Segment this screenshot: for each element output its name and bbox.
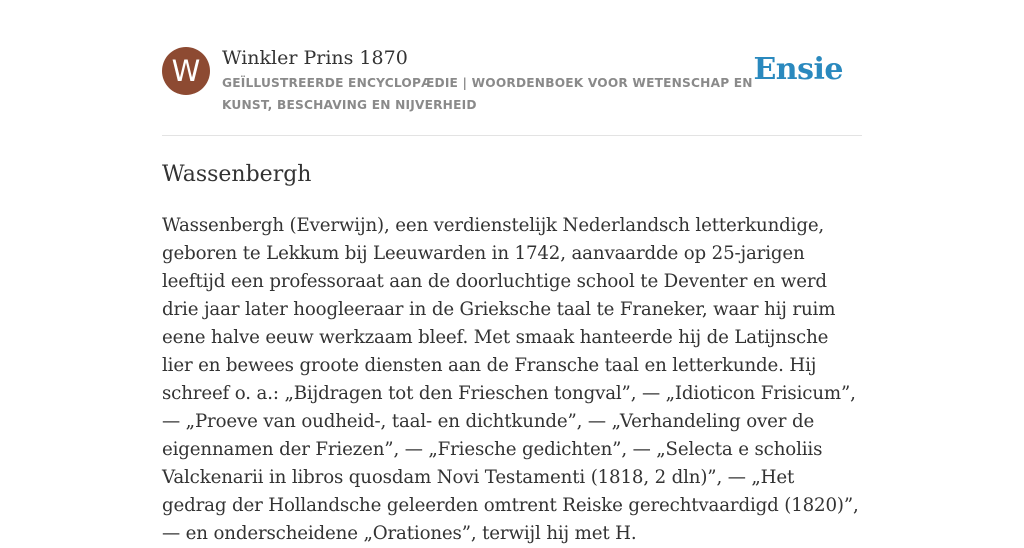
source-header <box>162 46 862 116</box>
source-avatar[interactable]: W <box>162 47 210 95</box>
brand-logo[interactable]: Ensie <box>753 52 843 87</box>
entry-body: Wassenbergh (Everwijn), een verdienstelijk Nederlandsch letterkundige, geboren te Lekkum bij Leeuwarden in 1742, aanvaardde op 25-jarigen leeftijd een professoraat aan de doorluchtige school te Deventer en werd drie jaar later hoogleeraar in de Grieksche taal te Franeker, waar hij ruim eene halve eeuw werkzaam bleef. Met smaak hanteerde hij de Latijnsche lier en bewees groote diensten aan de Fransche taal en letterkunde. Hij schreef o. a.: „Bijdragen tot den Frieschen tongval”, — „Idioticon Frisicum”, — „Proeve van oudheid-, taal- en dichtkunde”, — „Verhandeling over de eigennamen der Friezen”, — „Friesche gedichten”, — „Selecta e scholiis Valckenarii in libros quosdam Novi Testamenti (1818, 2 dln)”, — „Het gedrag der Hollandsche geleerden omtrent Reiske gerechtvaardigd (1820)”, — en onderscheidene „Orationes”, terwijl hij met H. <box>162 215 859 544</box>
source-title[interactable]: Winkler Prins 1870 <box>222 47 408 69</box>
entry-title: Wassenbergh <box>162 162 312 187</box>
header-divider <box>162 135 862 136</box>
source-subtitle: GEÏLLUSTREERDE ENCYCLOPÆDIE | WOORDENBOEK VOOR WETENSCHAP EN KUNST, BESCHAVING EN NIJVERHEID <box>222 76 753 112</box>
